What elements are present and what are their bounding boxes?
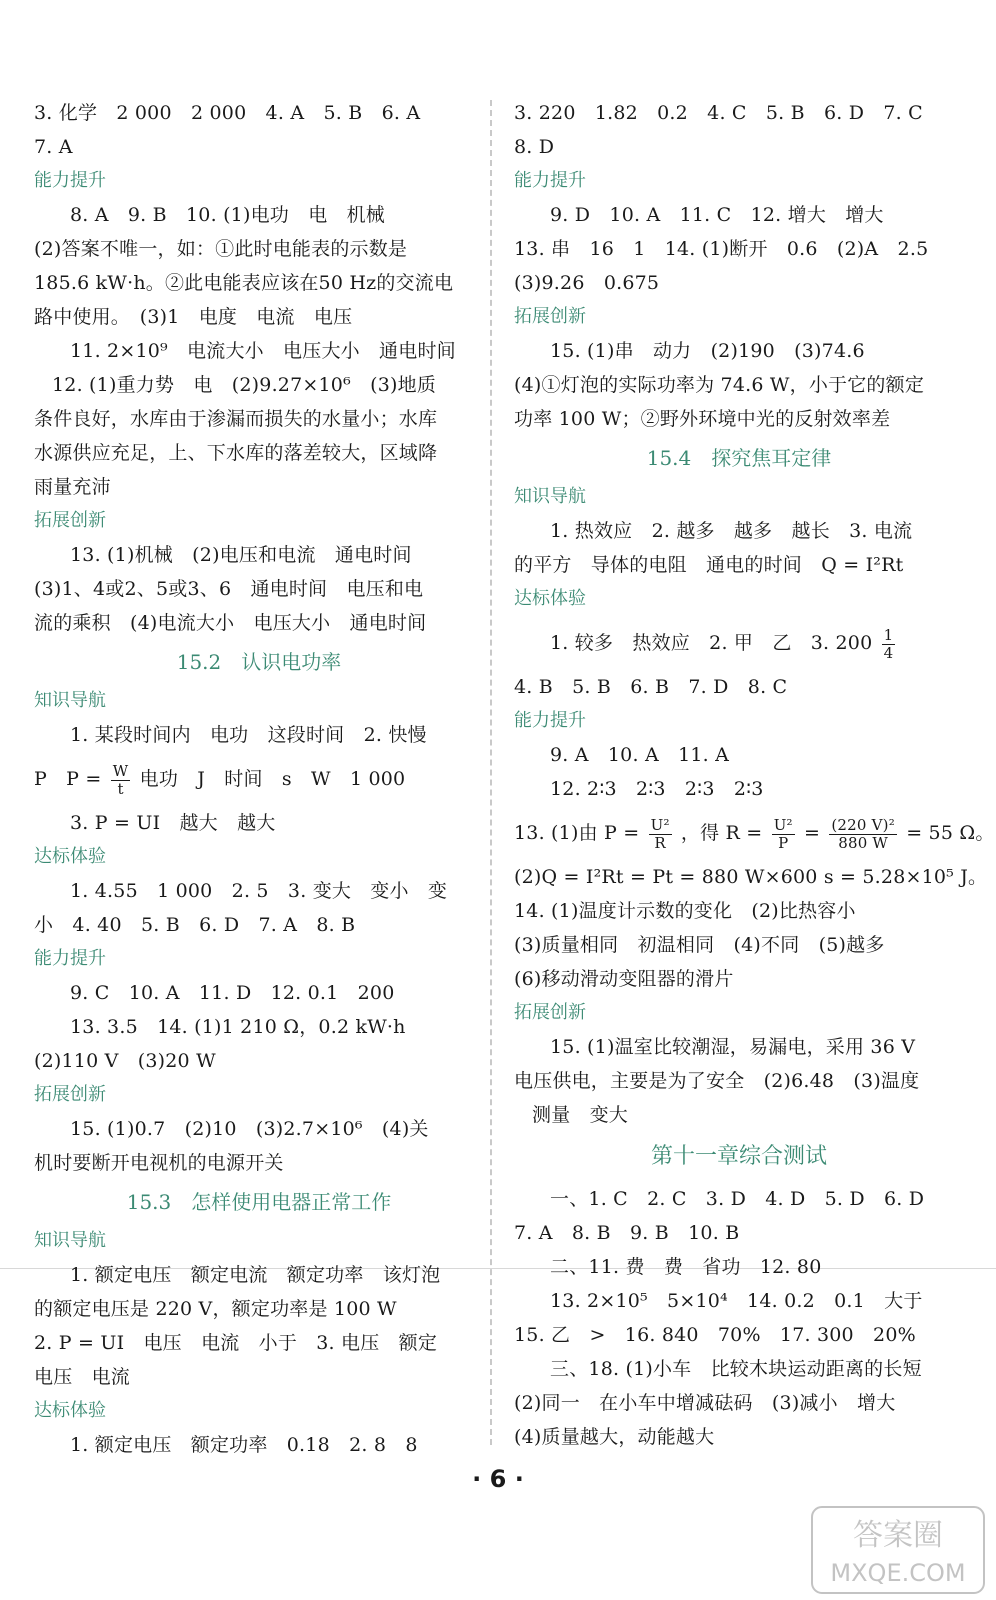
- formula-prefix: P P =: [34, 768, 102, 790]
- page-number: · 6 ·: [472, 1465, 524, 1493]
- section-heading: 能力提升: [34, 948, 106, 969]
- answer-line: 一、1. C 2. C 3. D 4. D 5. D 6. D: [550, 1188, 925, 1210]
- answer-line: 7. A: [34, 136, 73, 158]
- answer-line: (3)9.26 0.675: [514, 272, 660, 294]
- answer-line: 15. (1)串 动力 (2)190 (3)74.6: [550, 340, 865, 362]
- left-column: [34, 96, 484, 1462]
- answer-line: 3. 220 1.82 0.2 4. C 5. B 6. D 7. C: [514, 102, 923, 124]
- answer-line: (3)1、4或2、5或3、6 通电时间 电压和电: [34, 578, 424, 600]
- section-heading: 达标体验: [34, 1400, 106, 1421]
- answer-line: 测量 变大: [532, 1104, 629, 1126]
- formula-text: =: [804, 822, 821, 844]
- section-heading: 能力提升: [514, 170, 586, 191]
- answer-line: (2)同一 在小车中增减砝码 (3)减小 增大: [514, 1392, 896, 1414]
- answer-line: 13. 串 16 1 14. (1)断开 0.6 (2)A 2.5: [514, 238, 929, 260]
- answer-line: 14. (1)温度计示数的变化 (2)比热容小: [514, 900, 856, 922]
- answer-line: 12. 2∶3 2∶3 2∶3 2∶3: [550, 778, 764, 800]
- answer-line: 路中使用。 (3)1 电度 电流 电压: [34, 306, 353, 328]
- section-heading: 知识导航: [34, 690, 106, 711]
- answer-line: 13. 2×10⁵ 5×10⁴ 14. 0.2 0.1 大于: [550, 1290, 923, 1312]
- answer-line: 雨量充沛: [34, 476, 111, 498]
- answer-line: 9. C 10. A 11. D 12. 0.1 200: [70, 982, 395, 1004]
- answer-line: 8. D: [514, 136, 555, 158]
- section-heading: 拓展创新: [34, 1084, 106, 1105]
- answer-line: (3)质量相同 初温相同 (4)不同 (5)越多: [514, 934, 885, 956]
- lesson-title: 15.3 怎样使用电器正常工作: [126, 1190, 392, 1214]
- formula-text: ，得 R =: [680, 822, 763, 844]
- section-heading: 知识导航: [34, 1230, 106, 1251]
- lesson-title: 15.2 认识电功率: [176, 650, 342, 674]
- answer-line: 13. 3.5 14. (1)1 210 Ω，0.2 kW·h: [70, 1016, 406, 1038]
- answer-line: 1. 某段时间内 电功 这段时间 2. 快慢: [70, 724, 427, 746]
- column-divider: [490, 100, 492, 1445]
- section-heading: 拓展创新: [34, 510, 106, 531]
- answer-line: 条件良好，水库由于渗漏而损失的水量小；水库: [34, 408, 438, 430]
- formula-text: = 55 Ω。: [906, 822, 995, 844]
- answer-line: 185.6 kW·h。②此电能表应该在50 Hz的交流电: [34, 272, 454, 294]
- fraction-u2-over-r: $\frac{\text{U²}}{R}$: [650, 815, 670, 852]
- formula-line: [514, 806, 995, 860]
- fraction-u2-over-p: $\frac{\text{U²}}{P}$: [773, 815, 793, 852]
- answer-line: 二、11. 费 费 省功 12. 80: [550, 1256, 822, 1278]
- answer-line: 机时要断开电视机的电源开关: [34, 1152, 284, 1174]
- answer-line: 水源供应充足，上、下水库的落差较大，区域降: [34, 442, 438, 464]
- fraction-w-over-t: $\frac{W}{t}$: [112, 761, 129, 798]
- answer-line: 小 4. 40 5. B 6. D 7. A 8. B: [34, 914, 356, 936]
- section-heading: 知识导航: [514, 486, 586, 507]
- answer-line: 1. 4.55 1 000 2. 5 3. 变大 变小 变: [70, 880, 448, 902]
- answer-line: (4)①灯泡的实际功率为 74.6 W，小于它的额定: [514, 374, 925, 396]
- answer-line: 的额定电压是 220 V，额定功率是 100 W: [34, 1298, 397, 1320]
- formula-line: [514, 616, 964, 670]
- answer-line: 1. 额定电压 额定功率 0.18 2. 8 8: [70, 1434, 418, 1456]
- answer-text: 1. 较多 热效应 2. 甲 乙 3. 200: [550, 632, 873, 654]
- answer-line: 8. A 9. B 10. (1)电功 电 机械: [70, 204, 385, 226]
- section-heading: 达标体验: [514, 588, 586, 609]
- answer-line: 功率 100 W；②野外环境中光的反射效率差: [514, 408, 891, 430]
- answer-line: 电压供电，主要是为了安全 (2)6.48 (3)温度: [514, 1070, 920, 1092]
- section-heading: 能力提升: [34, 170, 106, 191]
- answer-line: 3. 化学 2 000 2 000 4. A 5. B 6. A: [34, 102, 421, 124]
- answer-line: 4. B 5. B 6. B 7. D 8. C: [514, 676, 788, 698]
- answer-line: 的平方 导体的电阻 通电的时间 Q = I²Rt: [514, 554, 904, 576]
- answer-line: 7. A 8. B 9. B 10. B: [514, 1222, 740, 1244]
- answer-line: 15. (1)0.7 (2)10 (3)2.7×10⁶ (4)关: [70, 1118, 429, 1140]
- answer-line: 12. (1)重力势 电 (2)9.27×10⁶ (3)地质: [52, 374, 437, 396]
- answer-line: 1. 热效应 2. 越多 越多 越长 3. 电流: [550, 520, 913, 542]
- section-heading: 拓展创新: [514, 306, 586, 327]
- answer-line: (2)110 V (3)20 W: [34, 1050, 216, 1072]
- answer-line: 3. P = UI 越大 越大: [70, 812, 276, 834]
- answer-line: (2)Q = I²Rt = Pt = 880 W×600 s = 5.28×10⁵ J。: [514, 866, 988, 888]
- section-heading: 达标体验: [34, 846, 106, 867]
- formula-text: 13. (1)由 P =: [514, 822, 640, 844]
- answer-line: 2. P = UI 电压 电流 小于 3. 电压 额定: [34, 1332, 438, 1354]
- fraction-voltage-over-power: $\frac{\text{(220 V)²}}{880 W}$: [831, 815, 895, 852]
- formula-line: [34, 752, 484, 806]
- right-column: [514, 96, 995, 1454]
- section-heading: 能力提升: [514, 710, 586, 731]
- answer-line: 15. 乙 > 16. 840 70% 17. 300 20%: [514, 1324, 916, 1346]
- lesson-title: 15.4 探究焦耳定律: [646, 446, 832, 470]
- watermark-chars: 答案圈: [853, 1518, 943, 1553]
- section-heading: 拓展创新: [514, 1002, 586, 1023]
- answer-line: 15. (1)温室比较潮湿，易漏电，采用 36 V: [550, 1036, 916, 1058]
- answer-line: (2)答案不唯一，如：①此时电能表的示数是: [34, 238, 408, 260]
- answer-line: 电压 电流: [34, 1366, 131, 1388]
- answer-line: (6)移动滑动变阻器的滑片: [514, 968, 734, 990]
- watermark-url: MXQE.COM: [830, 1559, 966, 1587]
- answer-line: 9. D 10. A 11. C 12. 增大 增大: [550, 204, 884, 226]
- answer-line: 流的乘积 (4)电流大小 电压大小 通电时间: [34, 612, 427, 634]
- answer-line: 1. 额定电压 额定电流 额定功率 该灯泡: [70, 1264, 441, 1286]
- watermark-logo: [810, 1505, 986, 1595]
- answer-line: 11. 2×10⁹ 电流大小 电压大小 通电时间: [70, 340, 456, 362]
- answer-line: 三、18. (1)小车 比较木块运动距离的长短: [550, 1358, 922, 1380]
- fraction-one-quarter: $\frac{1}{4}$: [883, 625, 894, 662]
- formula-suffix: 电功 J 时间 s W 1 000: [139, 768, 406, 790]
- answer-line: 13. (1)机械 (2)电压和电流 通电时间: [70, 544, 412, 566]
- chapter-test-title: 第十一章综合测试: [650, 1144, 827, 1169]
- answer-line: 9. A 10. A 11. A: [550, 744, 730, 766]
- answer-line: (4)质量越大，动能越大: [514, 1426, 715, 1448]
